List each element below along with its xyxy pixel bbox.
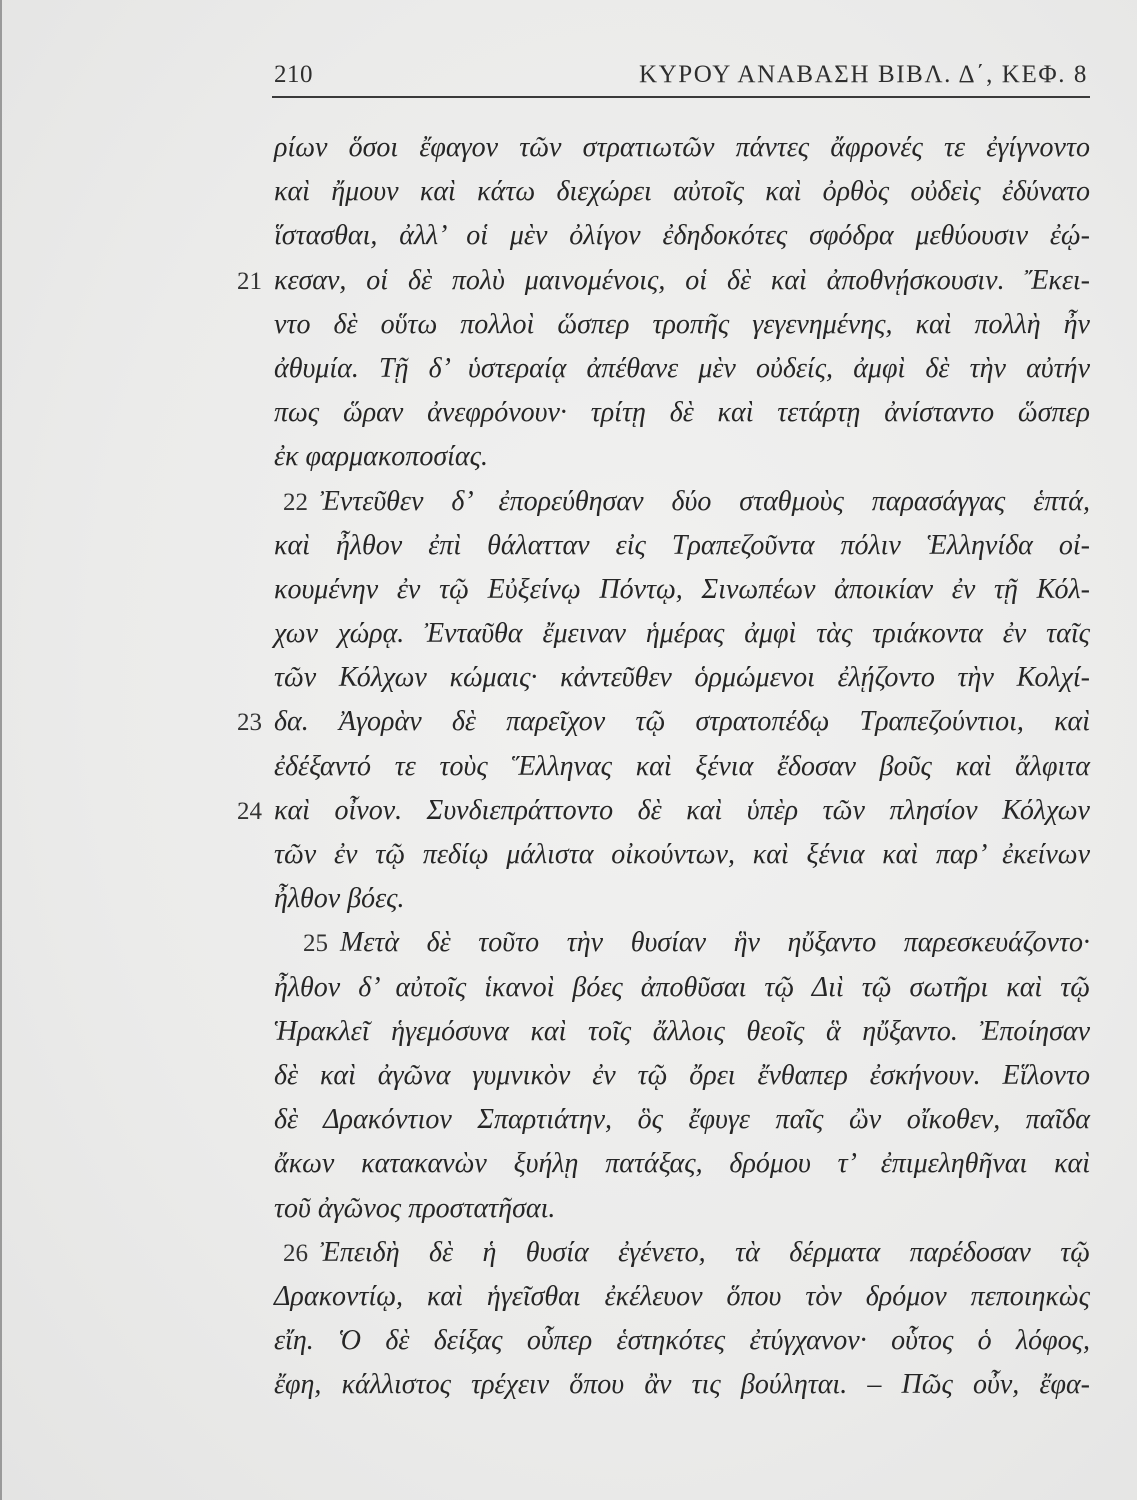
text-line — [274, 1363, 1090, 1407]
text-line — [274, 745, 1090, 789]
line-text: ἐκ φαρμακοποσίας. — [274, 441, 488, 473]
line-text: Ἐντεῦθεν δ’ ἐπορεύθησαν δύο σταθμοὺς παρασάγγας ἑπτά, — [320, 485, 1090, 517]
text-line — [237, 700, 1090, 744]
line-text: τοῦ ἀγῶνος προστατῆσαι. — [274, 1192, 556, 1224]
text-line — [274, 214, 1090, 258]
line-text: ἐδέξαντό τε τοὺς Ἕλληνας καὶ ξένια ἔδοσαν βοῦς καὶ ἄλφιτα — [274, 750, 1090, 782]
paragraph-first-line — [274, 480, 1090, 524]
text-line — [274, 833, 1090, 877]
text-line — [274, 347, 1090, 391]
text-line — [274, 170, 1090, 214]
line-text: δα. Ἀγορὰν δὲ παρεῖχον τῷ στρατοπέδῳ Τραπεζούντιοι, καὶ — [274, 706, 1090, 738]
text-line — [274, 524, 1090, 568]
text-line — [274, 966, 1090, 1010]
line-text: τῶν ἐν τῷ πεδίῳ μάλιστα οἰκούντων, καὶ ξένια καὶ παρ’ ἐκείνων — [274, 839, 1090, 870]
text-line — [274, 1319, 1090, 1363]
text-line — [274, 1098, 1090, 1142]
text-line — [237, 259, 1090, 303]
text-line — [274, 391, 1090, 435]
line-text: ντο δὲ οὕτω πολλοὶ ὥσπερ τροπῆς γεγενημένης, καὶ πολλὴ ἦν — [274, 308, 1090, 340]
line-text: πως ὥραν ἀνεφρόνουν· τρίτῃ δὲ καὶ τετάρτῃ ἀνίσταντο ὥσπερ — [274, 397, 1090, 429]
text-line — [274, 612, 1090, 656]
line-text: καὶ ἤμουν καὶ κάτω διεχώρει αὐτοῖς καὶ ὀρθὸς οὐδεὶς ἐδύνατο — [274, 176, 1090, 208]
paragraph-last-line — [274, 1187, 1090, 1231]
paragraph-first-line — [274, 921, 1090, 965]
text-body — [237, 126, 1090, 1407]
text-line — [274, 303, 1090, 347]
line-text: δὲ καὶ ἀγῶνα γυμνικὸν ἐν τῷ ὄρει ἔνθαπερ ἐσκήνουν. Εἵλοντο — [274, 1059, 1090, 1091]
header-rule — [272, 96, 1090, 98]
line-text: εἴη. Ὁ δὲ δείξας οὗπερ ἑστηκότες ἐτύγχανον· οὗτος ὁ λόφος, — [274, 1325, 1090, 1357]
line-text: Μετὰ δὲ τοῦτο τὴν θυσίαν ἣν ηὔξαντο παρεσκευάζοντο· — [340, 927, 1090, 959]
text-line — [274, 656, 1090, 700]
line-text: δὲ Δρακόντιον Σπαρτιάτην, ὃς ἔφυγε παῖς ὢν οἴκοθεν, παῖδα — [274, 1104, 1090, 1136]
line-text: Δρακοντίῳ, καὶ ἡγεῖσθαι ἐκέλευον ὅπου τὸν δρόμον πεποιηκὼς — [274, 1280, 1090, 1312]
line-text: καὶ ἦλθον ἐπὶ θάλατταν εἰς Τραπεζοῦντα πόλιν Ἑλληνίδα οἰ- — [274, 529, 1090, 561]
section-number: 21 — [237, 267, 262, 295]
line-text: τῶν Κόλχων κώμαις· κἀντεῦθεν ὁρμώμενοι ἐλῄζοντο τὴν Κολχί- — [274, 662, 1090, 694]
line-text: κουμένην ἐν τῷ Εὐξείνῳ Πόντῳ, Σινωπέων ἀποικίαν ἐν τῇ Κόλ- — [274, 573, 1090, 605]
text-line — [237, 789, 1090, 833]
line-text: Ἡρακλεῖ ἡγεμόσυνα καὶ τοῖς ἄλλοις θεοῖς ἃ ηὔξαντο. Ἐποίησαν — [274, 1015, 1090, 1047]
section-number: 23 — [237, 709, 262, 737]
running-header — [272, 58, 1088, 92]
text-line — [274, 1275, 1090, 1319]
paragraph-last-line — [274, 435, 1090, 479]
text-line — [274, 1142, 1090, 1186]
line-text: χων χώρᾳ. Ἐνταῦθα ἔμειναν ἡμέρας ἀμφὶ τὰς τριάκοντα ἐν ταῖς — [274, 618, 1090, 650]
paragraph-first-line — [274, 1231, 1090, 1275]
line-text: ρίων ὅσοι ἔφαγον τῶν στρατιωτῶν πάντες ἄφρονές τε ἐγίγνοντο — [274, 132, 1090, 163]
page-number: 210 — [274, 61, 313, 88]
line-text: κεσαν, οἱ δὲ πολὺ μαινομένοις, οἱ δὲ καὶ ἀποθνῄσκουσιν. Ἔκει- — [274, 264, 1090, 296]
text-line — [274, 568, 1090, 612]
line-text: ἦλθον δ’ αὐτοῖς ἱκανοὶ βόες ἀποθῦσαι τῷ Διὶ τῷ σωτῆρι καὶ τῷ — [274, 971, 1090, 1003]
paragraph-last-line — [274, 877, 1090, 921]
line-text: ἀθυμία. Τῇ δ’ ὑστεραίᾳ ἀπέθανε μὲν οὐδείς, ἀμφὶ δὲ τὴν αὐτήν — [274, 352, 1090, 384]
line-text: ἵστασθαι, ἀλλ’ οἱ μὲν ὀλίγον ἐδηδοκότες σφόδρα μεθύουσιν ἐῴ- — [274, 220, 1090, 252]
line-text: ἄκων κατακανὼν ξυήλῃ πατάξας, δρόμου τ’ ἐπιμεληθῆναι καὶ — [274, 1148, 1090, 1180]
running-title: ΚΥΡΟΥ ΑΝΑΒΑΣΗ ΒΙΒΛ. Δ΄, ΚΕΦ. 8 — [639, 61, 1088, 88]
line-text: καὶ οἶνον. Συνδιεπράττοντο δὲ καὶ ὑπὲρ τῶν πλησίον Κόλχων — [274, 794, 1090, 826]
line-text: Ἐπειδὴ δὲ ἡ θυσία ἐγένετο, τὰ δέρματα παρέδοσαν τῷ — [320, 1236, 1090, 1268]
line-text: ἔφη, κάλλιστος τρέχειν ὅπου ἂν τις βούληται. – Πῶς οὖν, ἔφα- — [274, 1369, 1090, 1401]
line-text: ἦλθον βόες. — [274, 883, 405, 915]
section-number: 25 — [303, 930, 328, 958]
section-number: 22 — [283, 488, 308, 516]
text-line — [274, 1054, 1090, 1098]
text-line — [274, 126, 1090, 170]
text-line — [274, 1010, 1090, 1054]
section-number: 26 — [283, 1239, 308, 1267]
section-number: 24 — [237, 797, 262, 825]
